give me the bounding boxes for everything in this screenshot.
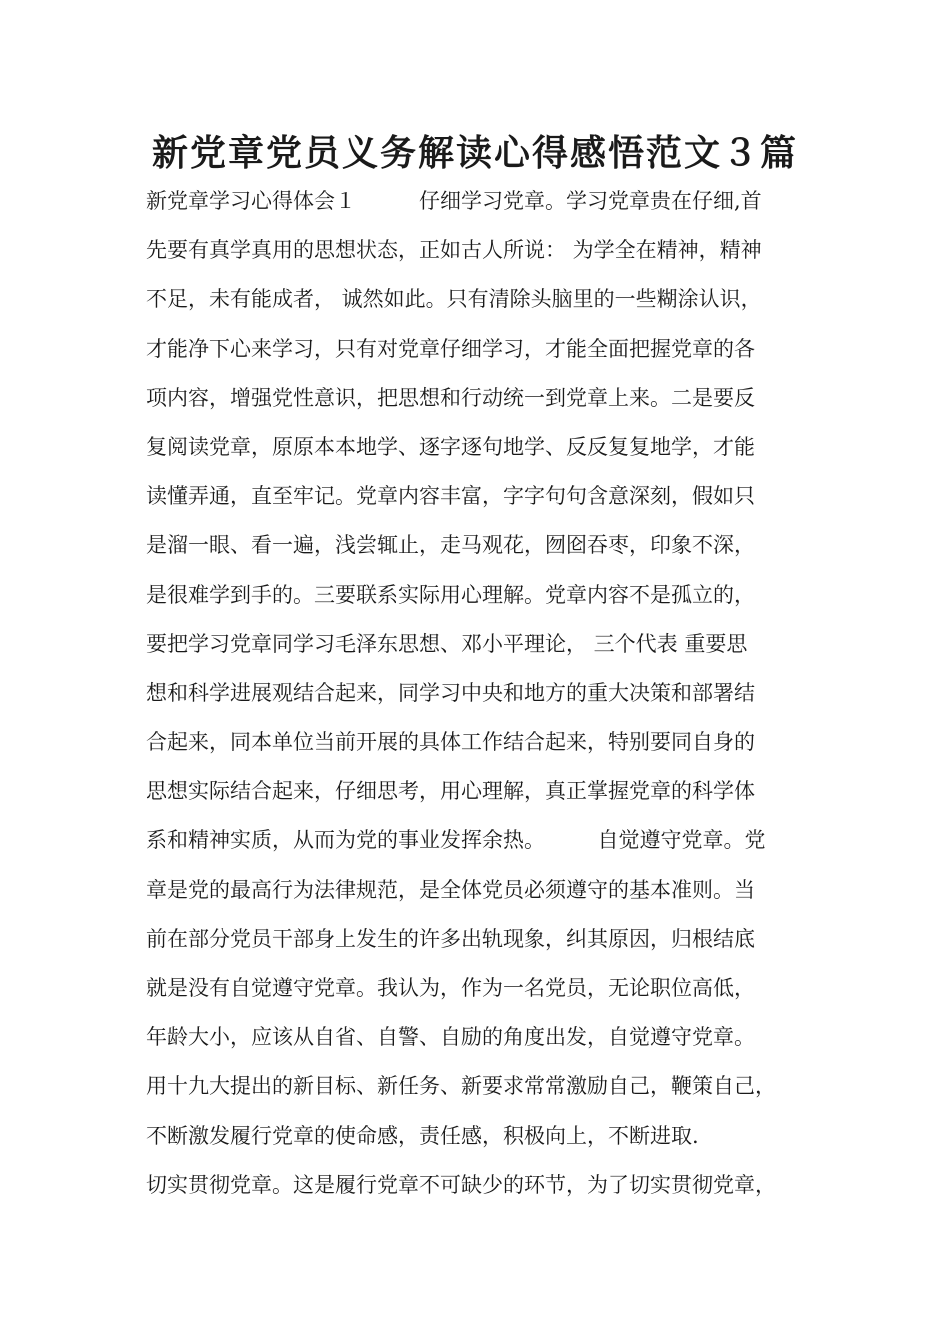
- body-line: 新党章学习心得体会１ 仔细学习党章。学习党章贵在仔细,首: [146, 189, 762, 213]
- body-line: 是很难学到手的。三要联系实际用心理解。党章内容不是孤立的，: [146, 582, 755, 607]
- document-body: [146, 180, 826, 1213]
- document-title: 新党章党员义务解读心得感悟范文３篇: [151, 133, 798, 174]
- body-line: 章是党的最高行为法律规范，是全体党员必须遵守的基本准则。当: [146, 877, 755, 902]
- body-line: 想和科学进展观结合起来，同学习中央和地方的重大决策和部署结: [146, 680, 755, 705]
- body-line: 要把学习党章同学习毛泽东思想、邓小平理论， 三个代表 重要思: [146, 631, 748, 656]
- body-line: 是溜一眼、看一遍，浅尝辄止，走马观花，囫囵吞枣，印象不深，: [146, 533, 755, 558]
- body-line: 才能净下心来学习，只有对党章仔细学习，才能全面把握党章的各: [146, 336, 755, 361]
- body-line: 先要有真学真用的思想状态，正如古人所说： 为学全在精神，精神: [146, 238, 762, 263]
- body-line: 切实贯彻党章。这是履行党章不可缺少的环节，为了切实贯彻党章，: [146, 1172, 776, 1197]
- body-line: 系和精神实质，从而为党的事业发挥余热。 自觉遵守党章。党: [146, 828, 766, 853]
- body-line: 不足，未有能成者， 诚然如此。只有清除头脑里的一些糊涂认识，: [146, 287, 762, 312]
- body-line: 思想实际结合起来，仔细思考，用心理解，真正掌握党章的科学体: [146, 779, 755, 804]
- body-line: 年龄大小，应该从自省、自警、自励的角度出发，自觉遵守党章。: [146, 1025, 755, 1050]
- body-line: 合起来，同本单位当前开展的具体工作结合起来，特别要同自身的: [146, 730, 755, 755]
- body-line: 前在部分党员干部身上发生的许多出轨现象，纠其原因，归根结底: [146, 926, 755, 951]
- body-line: 用十九大提出的新目标、新任务、新要求常常激励自己，鞭策自己，: [146, 1074, 776, 1099]
- body-line: 项内容，增强党性意识，把思想和行动统一到党章上来。二是要反: [146, 385, 755, 410]
- body-line: 复阅读党章，原原本本地学、逐字逐句地学、反反复复地学，才能: [146, 434, 755, 459]
- body-line: 读懂弄通，直至牢记。党章内容丰富，字字句句含意深刻，假如只: [146, 484, 755, 509]
- body-line: 不断激发履行党章的使命感，责任感，积极向上，不断进取.: [146, 1123, 699, 1148]
- body-line: 就是没有自觉遵守党章。我认为，作为一名党员，无论职位高低，: [146, 976, 755, 1000]
